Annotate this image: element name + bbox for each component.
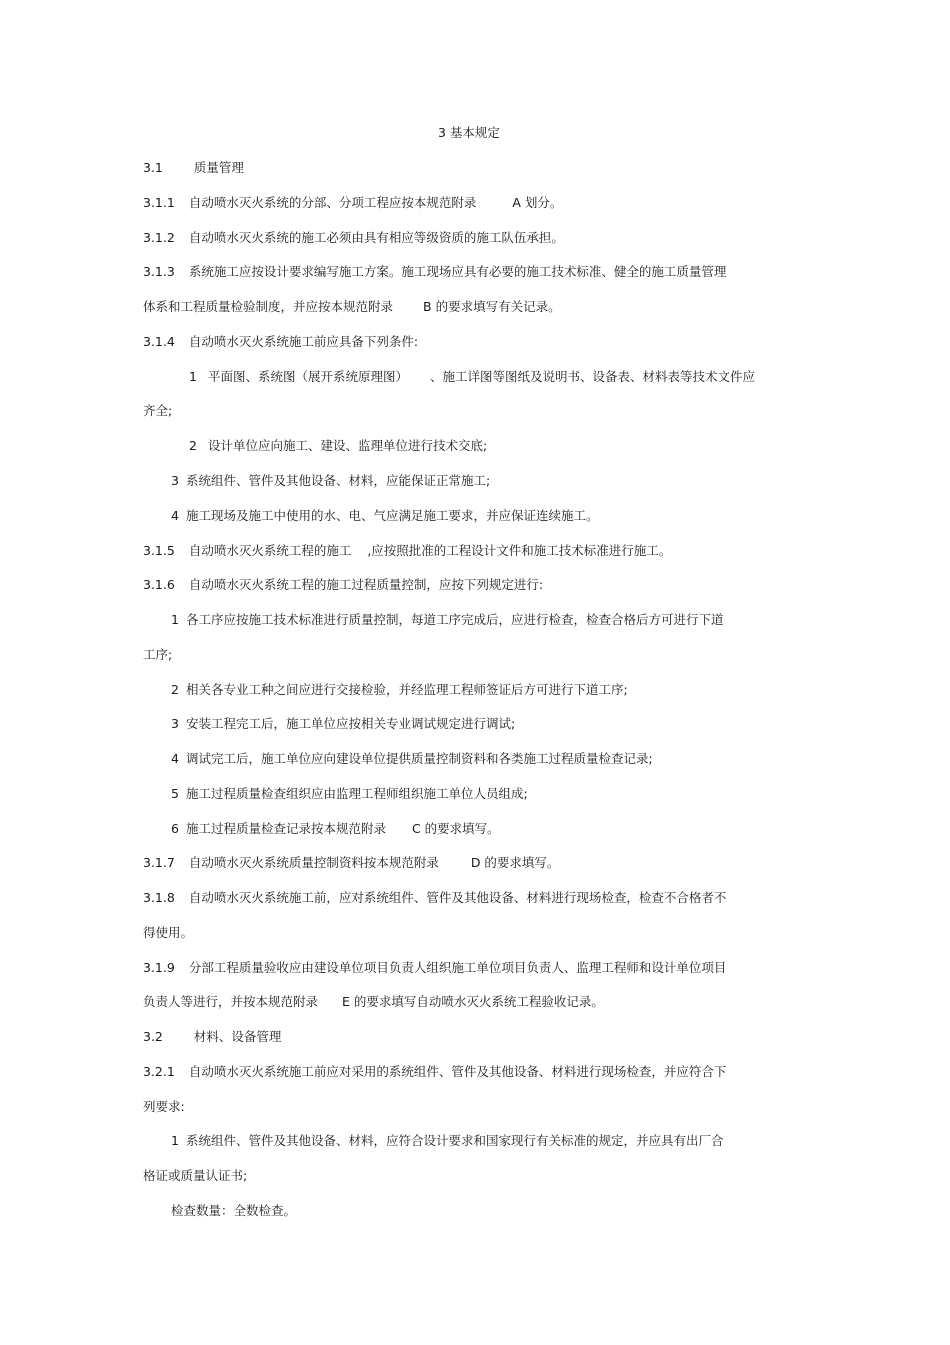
clause-number: 3.1.7 [143,855,175,870]
clause-number: 3.1.5 [143,543,175,558]
item-number: 2 [189,438,197,453]
clause-text: 自动喷水灭火系统的分部、分项工程应按本规范附录 [188,195,477,210]
clause-3-1-9-cont [143,994,604,1010]
section-3-2 [143,1029,281,1045]
clause-number: 3.1.6 [143,577,175,592]
list-item [171,1133,723,1149]
clause-number: 3.1.8 [143,890,175,905]
section-number: 3.1 [143,160,163,175]
list-item [171,473,490,489]
clause-text-tail: A 划分。 [512,195,563,210]
chapter-title: 3 基本规定 [438,125,500,140]
item-number: 4 [171,751,179,766]
clause-text: 自动喷水灭火系统的施工必须由具有相应等级资质的施工队伍承担。 [188,230,564,245]
item-text: 平面图、系统图（展开系统原理图） [207,369,408,384]
item-text-tail: 、施工详图等图纸及说明书、设备表、材料表等技术文件应 [429,369,755,384]
clause-text: 分部工程质量验收应由建设单位项目负责人组织施工单位项目负责人、监理工程师和设计单位项目 [188,960,727,975]
clause-text: 自动喷水灭火系统施工前应对采用的系统组件、管件及其他设备、材料进行现场检查，并应符合下 [188,1064,727,1079]
item-text-cont: 工序; [143,647,173,662]
item-text: 施工现场及施工中使用的水、电、气应满足施工要求，并应保证连续施工。 [185,508,599,523]
item-number: 6 [171,821,179,836]
check-quantity: 检查数量：全数检查。 [171,1203,297,1218]
clause-3-1-3 [143,264,726,280]
clause-number: 3.1.3 [143,264,175,279]
clause-number: 3.1.4 [143,334,175,349]
clause-text-cont: 列要求: [143,1099,185,1114]
item-number: 1 [171,1133,179,1148]
clause-text-tail: D 的要求填写。 [470,855,560,870]
clause-number: 3.1.2 [143,230,175,245]
clause-text-tail: B 的要求填写有关记录。 [423,299,561,314]
clause-text: 自动喷水灭火系统施工前应具备下列条件: [188,334,419,349]
clause-3-1-3-cont [143,299,561,315]
clause-number: 3.1.9 [143,960,175,975]
clause-text-cont: 体系和工程质量检验制度，并应按本规范附录 [143,299,394,314]
section-title: 材料、设备管理 [193,1029,282,1044]
item-text: 施工过程质量检查组织应由监理工程师组织施工单位人员组成; [185,786,528,801]
item-number: 2 [171,682,179,697]
clause-3-1-7 [143,855,559,871]
clause-3-1-5 [143,543,671,559]
item-number: 4 [171,508,179,523]
list-item [171,612,723,628]
item-number: 3 [171,716,179,731]
clause-text-tail: E 的要求填写自动喷水灭火系统工程验收记录。 [342,994,604,1009]
item-number: 3 [171,473,179,488]
item-text-cont: 格证或质量认证书; [143,1168,248,1183]
item-text: 安装工程完工后，施工单位应按相关专业调试规定进行调试; [185,716,516,731]
list-item [171,751,653,767]
list-item [171,821,500,837]
clause-3-1-9 [143,960,726,976]
section-3-1 [143,160,244,176]
clause-text: 自动喷水灭火系统施工前，应对系统组件、管件及其他设备、材料进行现场检查，检查不合格者不 [188,890,727,905]
clause-3-1-8-cont [143,925,193,941]
clause-number: 3.1.1 [143,195,175,210]
clause-text-cont: 得使用。 [143,925,194,940]
clause-text-tail: ,应按照批准的工程设计文件和施工技术标准进行施工。 [367,543,672,558]
clause-3-1-1 [143,195,562,211]
section-title: 质量管理 [193,160,244,175]
item-text: 调试完工后，施工单位应向建设单位提供质量控制资料和各类施工过程质量检查记录; [185,751,653,766]
item-text: 系统组件、管件及其他设备、材料，应符合设计要求和国家现行有关标准的规定，并应具有出厂合 [185,1133,724,1148]
clause-text-cont: 负责人等进行，并按本规范附录 [143,994,319,1009]
clause-text: 自动喷水灭火系统工程的施工过程质量控制，应按下列规定进行: [188,577,544,592]
item-number: 1 [171,612,179,627]
list-item [171,682,628,698]
clause-3-1-8 [143,890,726,906]
item-text: 施工过程质量检查记录按本规范附录 [185,821,386,836]
item-number: 5 [171,786,179,801]
clause-text: 自动喷水灭火系统工程的施工 [188,543,352,558]
clause-3-1-6 [143,577,543,593]
list-item-cont [143,1168,247,1184]
item-text: 各工序应按施工技术标准进行质量控制，每道工序完成后，应进行检查，检查合格后方可进行下道 [185,612,724,627]
clause-3-2-1-cont [143,1099,185,1115]
list-item-cont [143,403,172,419]
list-item [171,716,515,732]
item-text-tail: C 的要求填写。 [411,821,500,836]
list-item-cont [143,647,172,663]
clause-number: 3.2.1 [143,1064,175,1079]
item-number: 1 [189,369,197,384]
clause-text: 系统施工应按设计要求编写施工方案。施工现场应具有必要的施工技术标准、健全的施工质量管理 [188,264,727,279]
section-number: 3.2 [143,1029,163,1044]
clause-3-1-2 [143,230,564,246]
item-text: 设计单位应向施工、建设、监理单位进行技术交底; [207,438,488,453]
list-item [171,508,598,524]
item-text-cont: 齐全; [143,403,173,418]
list-item [171,786,528,802]
item-text: 系统组件、管件及其他设备、材料，应能保证正常施工; [185,473,491,488]
item-text: 相关各专业工种之间应进行交接检验，并经监理工程师签证后方可进行下道工序; [185,682,628,697]
list-item [189,369,755,385]
list-item [189,438,487,454]
clause-text: 自动喷水灭火系统质量控制资料按本规范附录 [188,855,439,870]
clause-3-1-4 [143,334,418,350]
clause-3-2-1 [143,1064,726,1080]
